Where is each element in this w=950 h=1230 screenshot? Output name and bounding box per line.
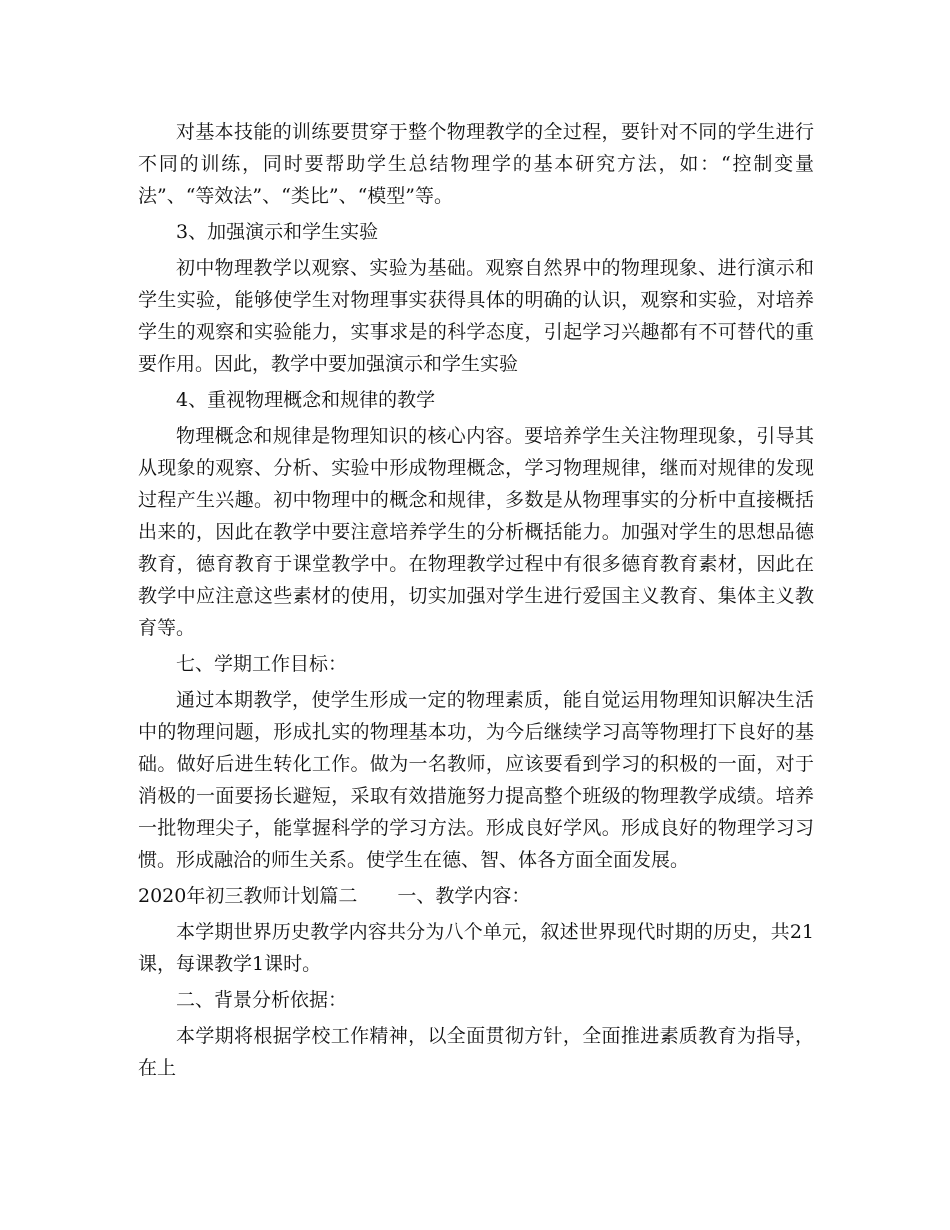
paragraph-history-content: 本学期世界历史教学内容共分为八个单元，叙述世界现代时期的历史，共21课，每课教学1课时。 bbox=[138, 921, 814, 975]
section-first-heading: 一、教学内容： bbox=[397, 885, 531, 907]
section-title: 2020年初三教师计划篇二 bbox=[138, 885, 358, 907]
heading-concepts-laws: 4、重视物理概念和规律的教学 bbox=[176, 389, 436, 411]
document-body bbox=[138, 116, 814, 1088]
paragraph-observation-experiments: 初中物理教学以观察、实验为基础。观察自然界中的物理现象、进行演示和学生实验，能够使学生对物理事实获得具体的明确的认识，观察和实验，对培养学生的观察和实验能力，实事求是的科学态度，引起学习兴趣都有不可替代的重要作用。因此，教学中要加强演示和学生实验 bbox=[138, 257, 814, 375]
paragraph-background-analysis: 本学期将根据学校工作精神，以全面贯彻方针，全面推进素质教育为指导，在上 bbox=[138, 1025, 814, 1079]
paragraph-term-goals: 通过本期教学，使学生形成一定的物理素质，能自觉运用物理知识解决生活中的物理问题，形成扎实的物理基本功，为今后继续学习高等物理打下良好的基础。做好后进生转化工作。做为一名教师，应该要看到学习的积极的一面，对于消极的一面要扬长避短，采取有效措施努力提高整个班级的物理教学成绩。培养一批物理尖子，能掌握科学的学习方法。形成良好学风。形成良好的物理学习习惯。形成融洽的师生关系。使学生在德、智、体各方面全面发展。 bbox=[138, 689, 814, 871]
heading-term-goals: 七、学期工作目标： bbox=[176, 653, 348, 675]
heading-background-analysis: 二、背景分析依据： bbox=[176, 989, 348, 1011]
section-title-line bbox=[138, 880, 814, 916]
paragraph-basic-skills: 对基本技能的训练要贯穿于整个物理教学的全过程，要针对不同的学生进行不同的训练，同时要帮助学生总结物理学的基本研究方法，如：“控制变量法”、“等效法”、“类比”、“模型”等。 bbox=[138, 121, 814, 207]
heading-demo-experiments: 3、加强演示和学生实验 bbox=[176, 221, 379, 243]
paragraph-concepts-laws: 物理概念和规律是物理知识的核心内容。要培养学生关注物理现象，引导其从现象的观察、分析、实验中形成物理概念，学习物理规律，继而对规律的发现过程产生兴趣。初中物理中的概念和规律，多数是从物理事实的分析中直接概括出来的，因此在教学中要注意培养学生的分析概括能力。加强对学生的思想品德教育，德育教育于课堂教学中。在物理教学过程中有很多德育教育素材，因此在教学中应注意这些素材的使用，切实加强对学生进行爱国主义教育、集体主义教育等。 bbox=[138, 425, 814, 639]
